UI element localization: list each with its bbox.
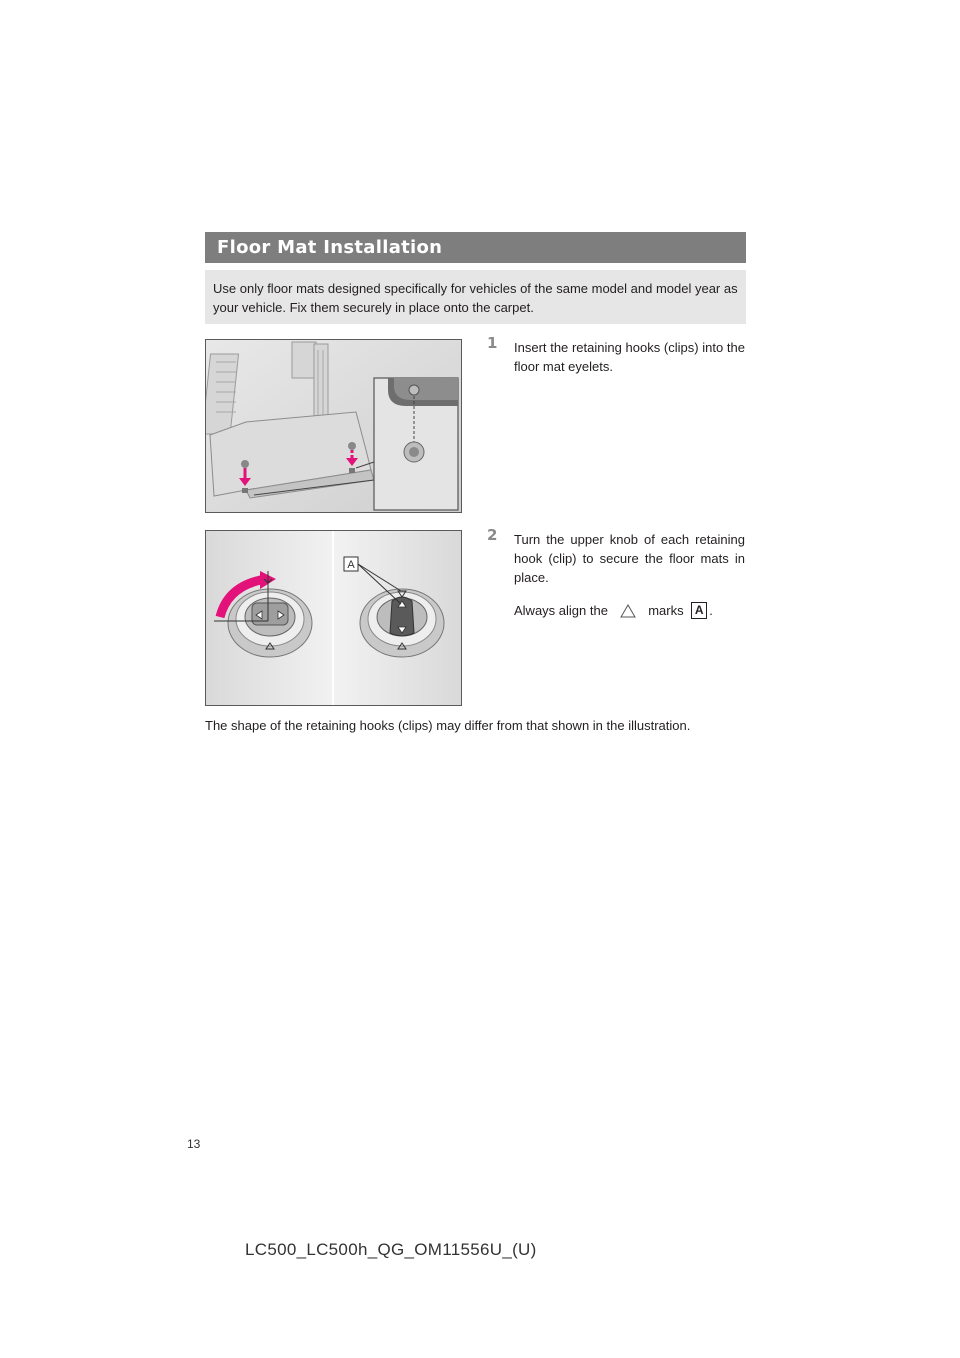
align-note-prefix: Always align the (514, 603, 608, 619)
illustration-note: The shape of the retaining hooks (clips) may differ from that shown in the illustration. (205, 718, 691, 733)
triangle-mark-icon (620, 604, 636, 618)
step-1-text: Insert the retaining hooks (clips) into the floor mat eyelets. (514, 340, 745, 374)
align-note-middle: marks (648, 603, 684, 619)
knob-drawing (206, 531, 461, 705)
intro-text: Use only floor mats designed specifically for vehicles of the same model and model year as your vehicle. Fix them securely in place onto the carpet. (213, 281, 738, 315)
knob-illustration (205, 530, 462, 706)
step-2 (487, 526, 745, 587)
label-a-box: A (691, 602, 707, 619)
section-title-bar (205, 232, 746, 263)
intro-box (205, 270, 746, 324)
step-1 (487, 334, 745, 376)
align-note-suffix: . (709, 603, 713, 619)
floor-mat-drawing (206, 340, 461, 512)
align-note (514, 600, 713, 620)
step-1-number: 1 (487, 334, 498, 352)
floor-mat-illustration (205, 339, 462, 513)
step-2-number: 2 (487, 526, 498, 544)
step-2-text: Turn the upper knob of each retaining hook (clip) to secure the floor mats in place. (514, 532, 745, 585)
page-number: 13 (187, 1137, 201, 1151)
figure-label-a: A (347, 559, 355, 571)
section-title: Floor Mat Installation (217, 237, 443, 258)
footer-code: LC500_LC500h_QG_OM11556U_(U) (245, 1240, 537, 1259)
